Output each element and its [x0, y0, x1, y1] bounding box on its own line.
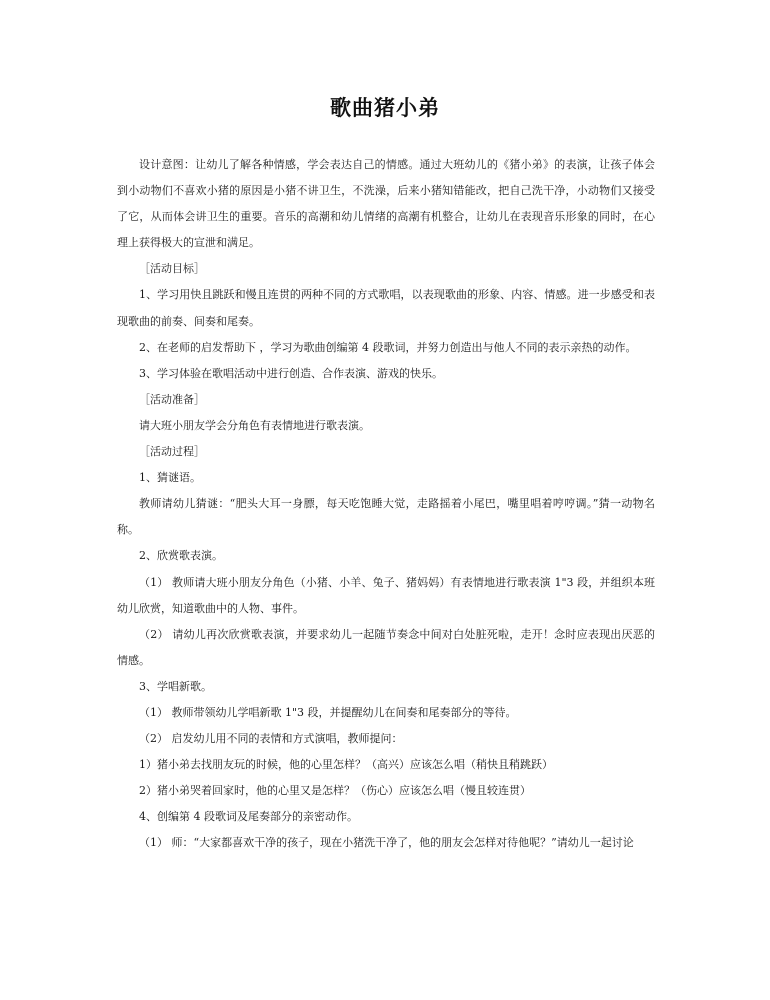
process-step-4: 4、创编第 4 段歌词及尾奏部分的亲密动作。	[139, 810, 358, 824]
section-heading-process: ［活动过程］	[139, 445, 205, 459]
document-title: 歌曲猪小弟	[330, 95, 440, 120]
section-heading-goals: ［活动目标］	[139, 262, 205, 276]
question-1: 1）猪小弟去找朋友玩的时候，他的心里怎样？（高兴）应该怎么唱（稍快且稍跳跃）	[139, 758, 553, 772]
paragraph-design-intent: 设计意图：让幼儿了解各种情感，学会表达自己的情感。通过大班幼儿的《猪小弟》的表演，让孩子体会到小动物们不喜欢小猪的原因是小猪不讲卫生，不洗澡，后来小猪知错能改，把自己洗干净，小动物们又接受了它，从而体会讲卫生的重要。音乐的高潮和幼儿情绪的高潮有机整合，让幼儿在表现音乐形象的同时，在心理上获得极大的宣泄和满足。	[117, 158, 655, 250]
process-step-4-1: （1） 师：“大家都喜欢干净的孩子，现在小猪洗干净了，他的朋友会怎样对待他呢？”请幼儿一起讨论	[139, 836, 634, 850]
section-heading-preparation: ［活动准备］	[139, 392, 205, 406]
process-step-2: 2、欣赏歌表演。	[139, 549, 223, 563]
process-step-2-1: （1） 教师请大班小朋友分角色（小猪、小羊、兔子、猪妈妈）有表情地进行歌表演 1"3 段，并组织本班幼儿欣赏，知道歌曲中的人物、事件。	[117, 575, 655, 615]
process-step-3: 3、学唱新歌。	[139, 679, 212, 693]
process-step-1: 1、猜谜语。	[139, 471, 201, 485]
process-step-3-1: （1） 教师带领幼儿学唱新歌 1"3 段，并提醒幼儿在间奏和尾奏部分的等待。	[139, 705, 517, 719]
process-step-3-2: （2） 启发幼儿用不同的表情和方式演唱，教师提问：	[139, 732, 403, 746]
question-2: 2）猪小弟哭着回家时，他的心里又是怎样？（伤心）应该怎么唱（慢且较连贯）	[139, 784, 531, 798]
goal-item-2: 2、在老师的启发帮助下 ，学习为歌曲创编第 4 段歌词，并努力创造出与他人不同的表示亲热的动作。	[139, 340, 637, 354]
goal-item-3: 3、学习体验在歌唱活动中进行创造、合作表演、游戏的快乐。	[139, 366, 443, 380]
goal-item-1: 1、学习用快且跳跃和慢且连贯的两种不同的方式歌唱，以表现歌曲的形象、内容、情感。进一步感受和表现歌曲的前奏、间奏和尾奏。	[117, 288, 655, 328]
document-body	[117, 152, 655, 857]
process-step-2-2: （2） 请幼儿再次欣赏歌表演，并要求幼儿一起随节奏念中间对白处脏死啦，走开！念时应表现出厌恶的情感。	[117, 627, 655, 667]
process-step-1-text: 教师请幼儿猜谜：“肥头大耳一身膘，每天吃饱睡大觉，走路摇着小尾巴，嘴里唱着哼哼调。”猜一动物名称。	[117, 497, 655, 537]
preparation-text: 请大班小朋友学会分角色有表情地进行歌表演。	[139, 418, 370, 432]
